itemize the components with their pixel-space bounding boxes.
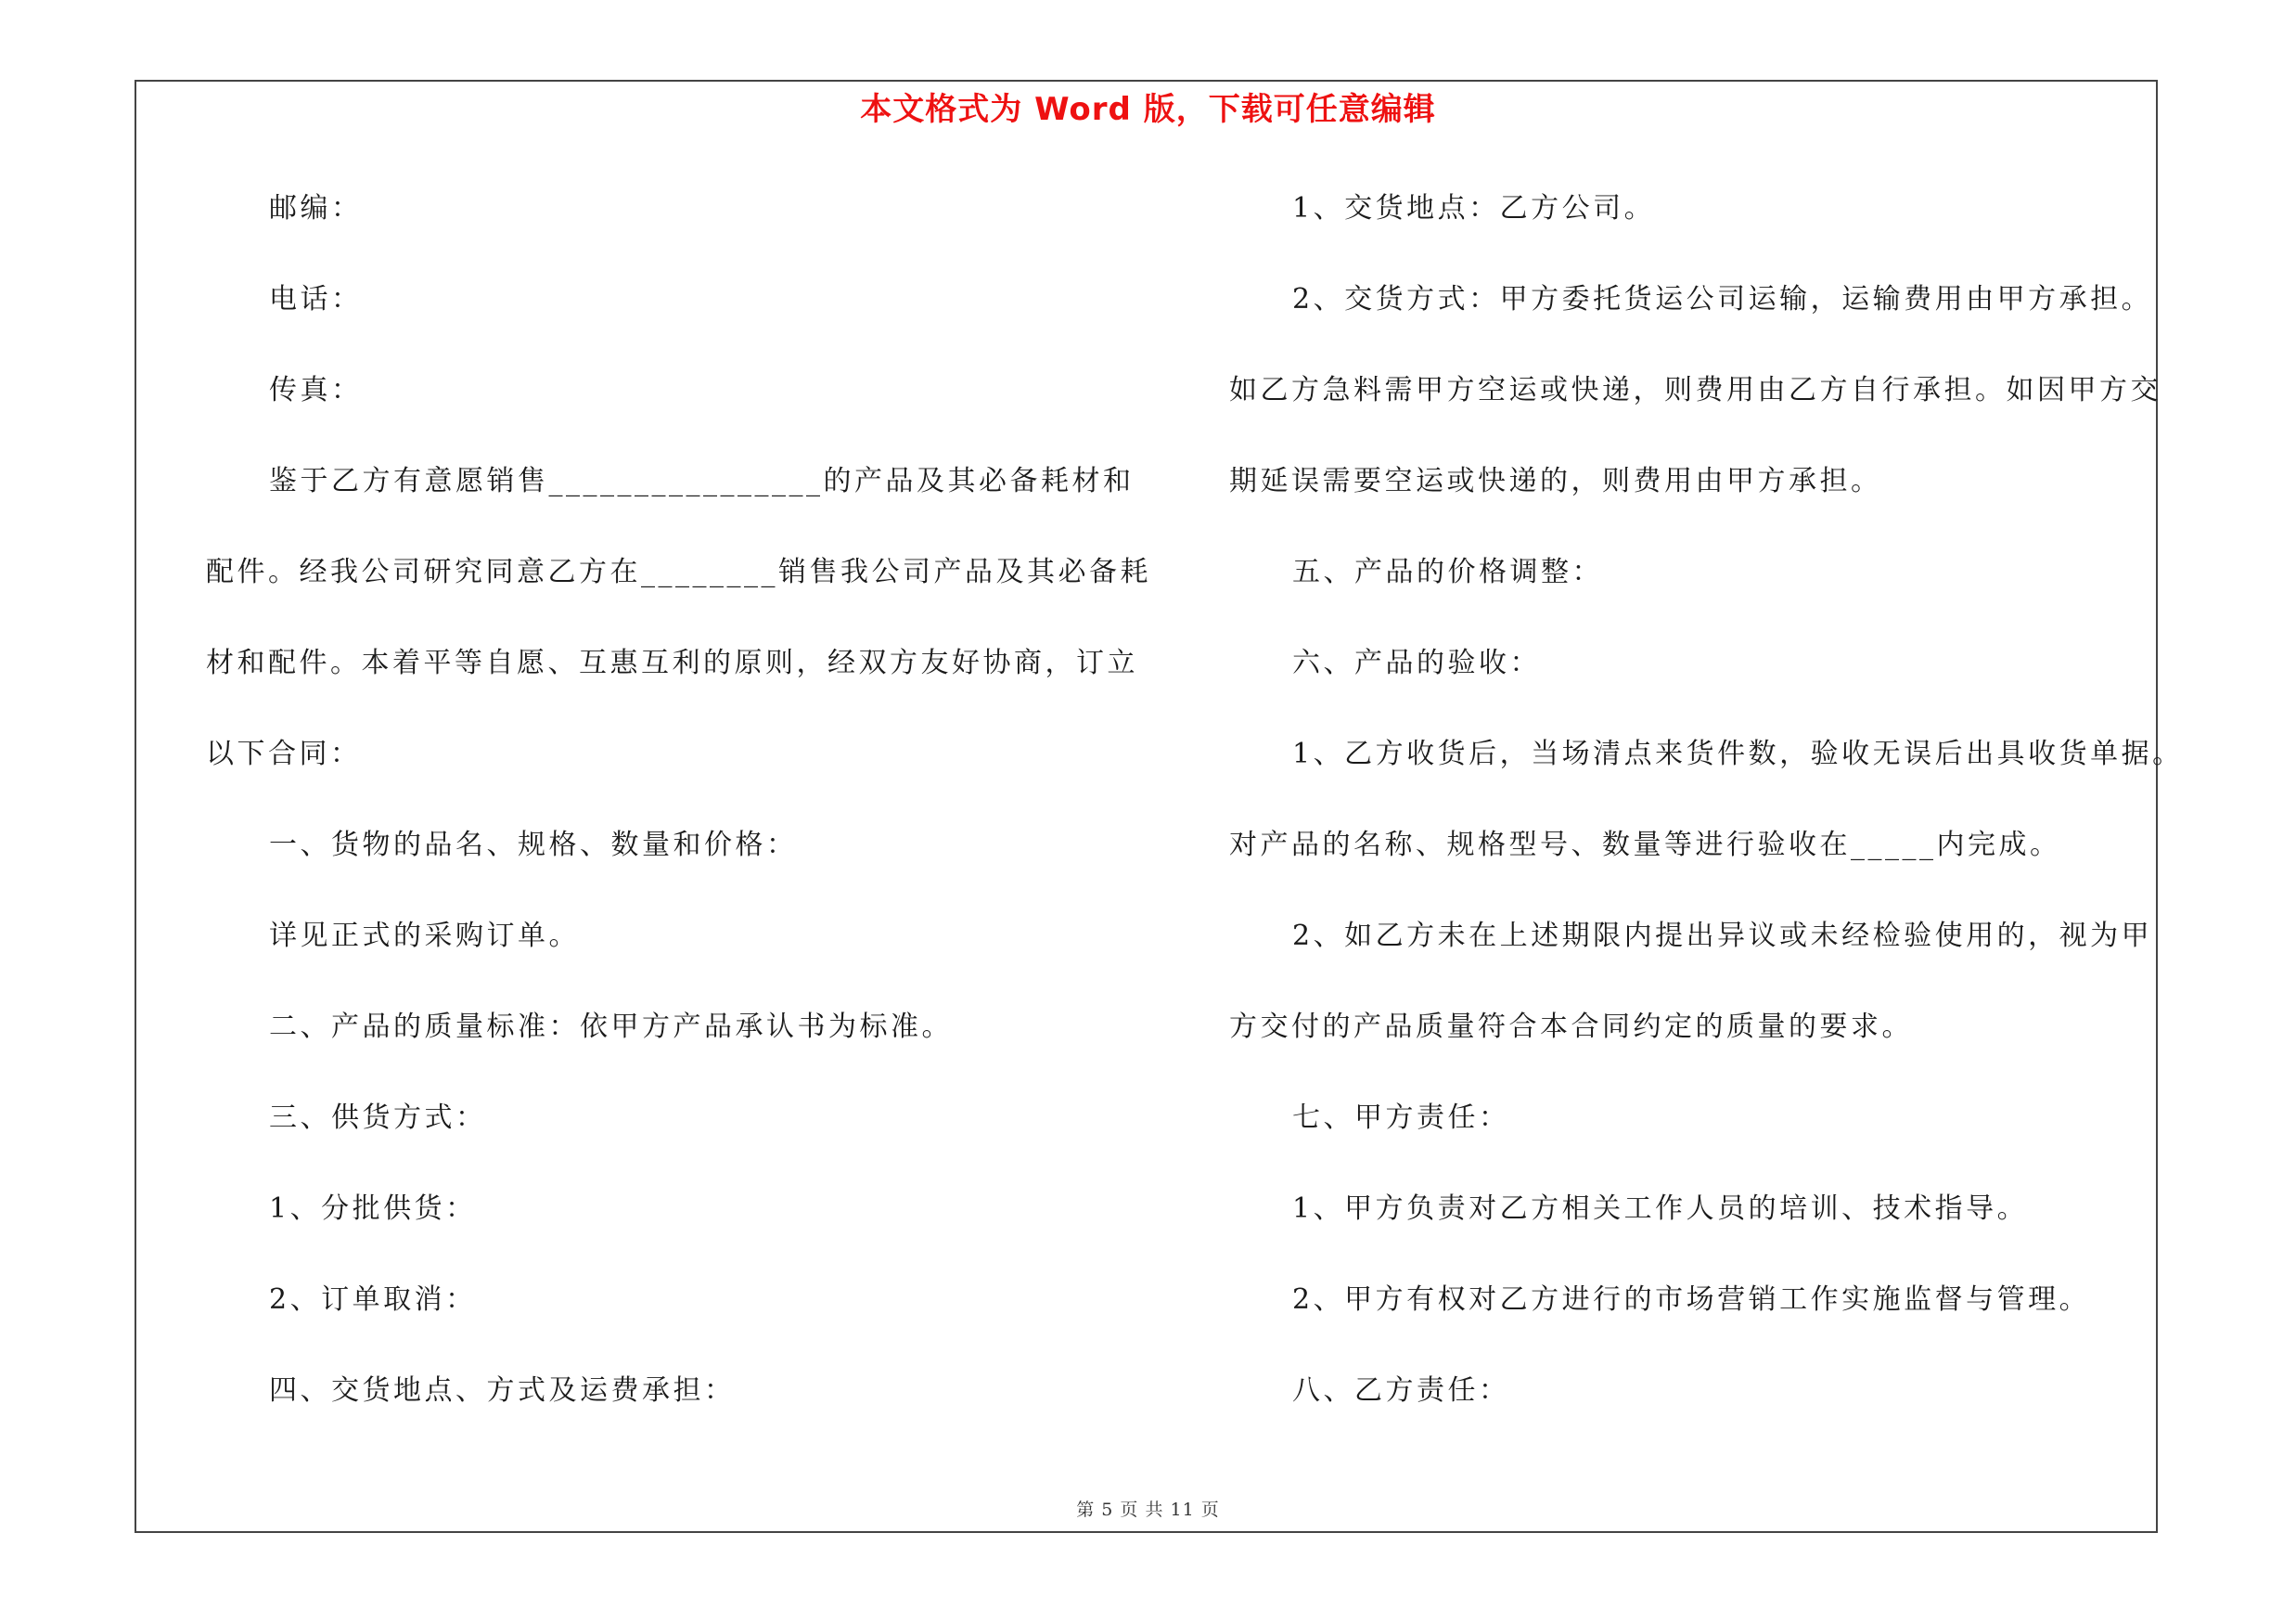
paragraph-line: 详见正式的采购订单。 bbox=[269, 920, 580, 952]
paragraph-line: 2、交货方式：甲方委托货运公司运输，运输费用由甲方承担。 bbox=[1292, 283, 2153, 316]
right-column bbox=[1229, 186, 2184, 1459]
paragraph-line: 1、甲方负责对乙方相关工作人员的培训、技术指导。 bbox=[1292, 1192, 2029, 1225]
paragraph-line: 1、乙方收货后，当场清点来货件数，验收无误后出具收货单据。 bbox=[1292, 738, 2184, 770]
paragraph-line: 如乙方急料需甲方空运或快递，则费用由乙方自行承担。如因甲方交 bbox=[1229, 374, 2161, 406]
paragraph-line: 邮编： bbox=[269, 192, 363, 225]
paragraph-line: 七、甲方责任： bbox=[1292, 1101, 1510, 1134]
paragraph-line: 电话： bbox=[269, 283, 363, 316]
left-column bbox=[206, 186, 1151, 1459]
paragraph-line: 四、交货地点、方式及运费承担： bbox=[269, 1374, 736, 1407]
paragraph-line: 三、供货方式： bbox=[269, 1101, 487, 1134]
paragraph-line: 六、产品的验收： bbox=[1292, 647, 1541, 679]
format-banner: 本文格式为 Word 版，下载可任意编辑 bbox=[860, 91, 1436, 128]
paragraph-line: 材和配件。本着平等自愿、互惠互利的原则，经双方友好协商，订立 bbox=[206, 647, 1138, 679]
paragraph-line: 2、甲方有权对乙方进行的市场营销工作实施监督与管理。 bbox=[1292, 1283, 2091, 1316]
paragraph-line: 传真： bbox=[269, 374, 363, 406]
paragraph-line: 二、产品的质量标准：依甲方产品承认书为标准。 bbox=[269, 1011, 953, 1043]
page-number-footer: 第 5 页 共 11 页 bbox=[1076, 1500, 1220, 1520]
paragraph-line: 1、分批供货： bbox=[269, 1192, 477, 1225]
paragraph-line: 鉴于乙方有意愿销售________________的产品及其必备耗材和 bbox=[269, 465, 1135, 497]
paragraph-line: 以下合同： bbox=[206, 738, 362, 770]
paragraph-line: 2、如乙方未在上述期限内提出异议或未经检验使用的，视为甲 bbox=[1292, 920, 2153, 952]
paragraph-line: 方交付的产品质量符合本合同约定的质量的要求。 bbox=[1229, 1011, 1913, 1043]
paragraph-line: 一、货物的品名、规格、数量和价格： bbox=[269, 829, 798, 861]
paragraph-line: 配件。经我公司研究同意乙方在________销售我公司产品及其必备耗 bbox=[206, 556, 1151, 588]
paragraph-line: 1、交货地点：乙方公司。 bbox=[1292, 192, 1656, 225]
paragraph-line: 对产品的名称、规格型号、数量等进行验收在_____内完成。 bbox=[1229, 829, 2061, 861]
paragraph-line: 2、订单取消： bbox=[269, 1283, 477, 1316]
paragraph-line: 五、产品的价格调整： bbox=[1292, 556, 1603, 588]
paragraph-line: 期延误需要空运或快递的，则费用由甲方承担。 bbox=[1229, 465, 1882, 497]
paragraph-line: 八、乙方责任： bbox=[1292, 1374, 1510, 1407]
